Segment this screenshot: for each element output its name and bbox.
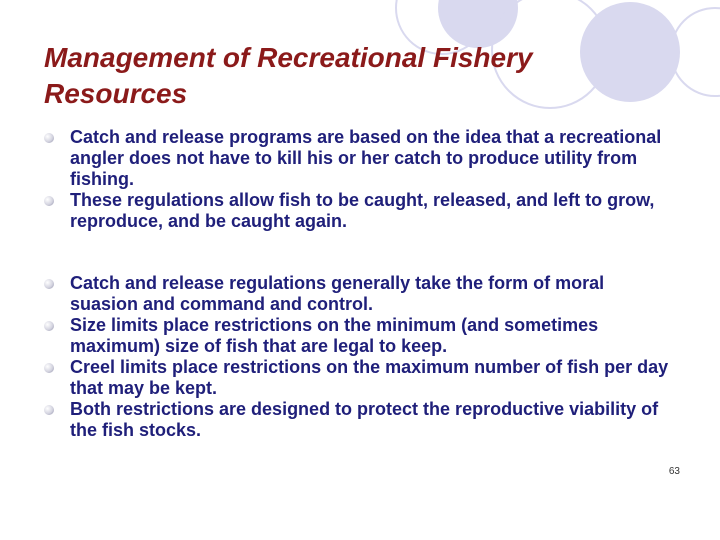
slide-title: Management of Recreational Fishery Resources: [44, 42, 533, 109]
page-number: 63: [668, 466, 680, 477]
bullet-text: Creel limits place restrictions on the maximum number of fish per day that may be kept.: [70, 357, 669, 398]
bullet-item: [44, 190, 674, 232]
bullet-item: [44, 127, 674, 190]
bullet-item: [44, 315, 674, 357]
bullet-item: [44, 273, 674, 315]
bullet-dot-icon: [44, 196, 54, 206]
bullet-dot-icon: [44, 405, 54, 415]
bullet-list-1: [44, 127, 674, 232]
bullet-dot-icon: [44, 279, 54, 289]
bullet-text: Catch and release regulations generally take the form of moral suasion and command and control.: [70, 273, 605, 314]
bullet-text: Catch and release programs are based on the idea that a recreational angler does not have to kill his or her catch to produce utility from fishing.: [70, 127, 662, 189]
bullet-dot-icon: [44, 133, 54, 143]
bullet-dot-icon: [44, 363, 54, 373]
bullet-item: [44, 399, 674, 441]
bullet-text: Size limits place restrictions on the minimum (and sometimes maximum) size of fish that are legal to keep.: [70, 315, 599, 356]
bullet-item: [44, 357, 674, 399]
bullet-list-2: [44, 273, 674, 441]
bullet-text: These regulations allow fish to be caught, released, and left to grow, reproduce, and be caught again.: [70, 190, 655, 231]
bullet-dot-icon: [44, 321, 54, 331]
bullet-text: Both restrictions are designed to protect the reproductive viability of the fish stocks.: [70, 399, 659, 440]
